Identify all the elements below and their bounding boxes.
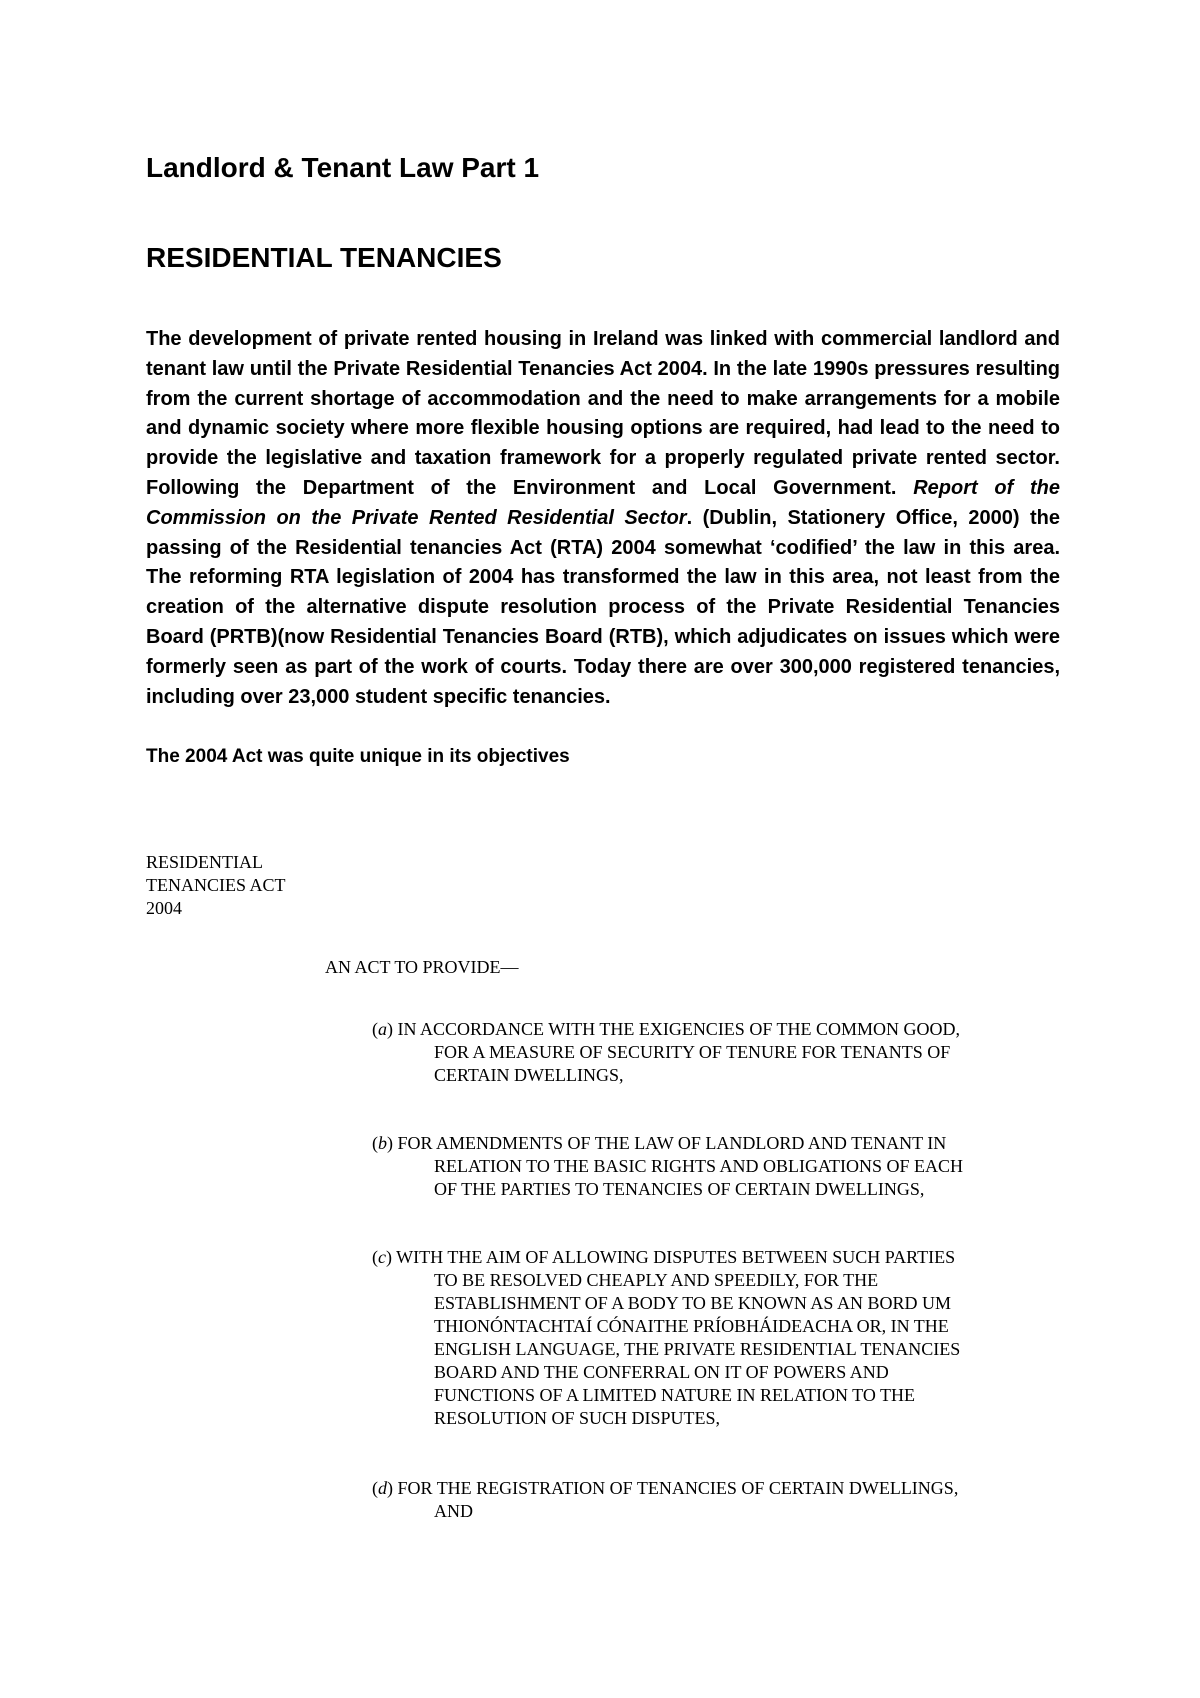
clause-line: THIONÓNTACHTAÍ CÓNAITHE PRÍOBHÁIDEACHA OR, IN THE bbox=[434, 1316, 949, 1336]
clause-line: AND bbox=[434, 1501, 473, 1521]
clause-letter: a bbox=[378, 1019, 387, 1039]
clause-line: FUNCTIONS OF A LIMITED NATURE IN RELATION TO THE bbox=[434, 1385, 915, 1405]
clause-letter: c bbox=[378, 1247, 386, 1267]
document-title: Landlord & Tenant Law Part 1 bbox=[146, 152, 540, 183]
clause-line: RELATION TO THE BASIC RIGHTS AND OBLIGATIONS OF EACH bbox=[434, 1156, 964, 1176]
clause-text: FOR THE REGISTRATION OF TENANCIES OF CERTAIN DWELLINGS, bbox=[397, 1478, 959, 1498]
act-name-line: RESIDENTIAL bbox=[146, 852, 263, 872]
clause-line: BOARD AND THE CONFERRAL ON IT OF POWERS AND bbox=[434, 1362, 889, 1382]
act-clause bbox=[372, 1246, 960, 1430]
intro-text-part1: The development of private rented housing in Ireland was linked with commercial landlord and tenant law until the Private Residential Tenancies Act 2004. In the late 1990s pressures resulting from the current shortage of accommodation and the need to make arrangements for a mobile and dynamic society where more flexible housing options are required, had lead to the need to provide the legislative and taxation framework for a properly regulated private rented sector. Following the Department of the Environment and Local Government. bbox=[146, 328, 1060, 499]
act-name-line: TENANCIES ACT bbox=[146, 875, 286, 895]
act-clause bbox=[372, 1132, 963, 1201]
clause-first-line: (c) WITH THE AIM OF ALLOWING DISPUTES BETWEEN SUCH PARTIES bbox=[372, 1247, 956, 1267]
act-intro: AN ACT TO PROVIDE— bbox=[325, 957, 519, 977]
report-title: Report of the Commission on the Private Rented Residential Sector bbox=[146, 476, 1061, 529]
act-name-line: 2004 bbox=[146, 898, 182, 918]
intro-paragraph bbox=[146, 325, 1060, 712]
clause-line: CERTAIN DWELLINGS, bbox=[434, 1065, 624, 1085]
clause-first-line: (a) IN ACCORDANCE WITH THE EXIGENCIES OF THE COMMON GOOD, bbox=[372, 1019, 960, 1039]
act-clause bbox=[372, 1477, 958, 1523]
clause-first-line: (d) FOR THE REGISTRATION OF TENANCIES OF CERTAIN DWELLINGS, bbox=[372, 1478, 959, 1498]
clause-line: TO BE RESOLVED CHEAPLY AND SPEEDILY, FOR THE bbox=[434, 1270, 879, 1290]
clause-letter: d bbox=[378, 1478, 387, 1498]
clause-line: ESTABLISHMENT OF A BODY TO BE KNOWN AS AN BORD UM bbox=[434, 1293, 951, 1313]
clause-line: FOR A MEASURE OF SECURITY OF TENURE FOR TENANTS OF bbox=[434, 1042, 951, 1062]
clause-line: ENGLISH LANGUAGE, THE PRIVATE RESIDENTIAL TENANCIES bbox=[434, 1339, 961, 1359]
intro-text-part2: . (Dublin, Stationery Office, 2000) the passing of the Residential tenancies Act (RTA) 2004 somewhat ‘codified’ the law in this area. The reforming RTA legislation of 2004 has transformed the law in this area, not least from the creation of the alternative dispute resolution process of the Private Residential Tenancies Board (PRTB)(now Residential Tenancies Board (RTB), which adjudicates on issues which were formerly seen as part of the work of courts. Today there are over 300,000 registered tenancies, including over 23,000 student specific tenancies. bbox=[146, 506, 1060, 708]
clause-first-line: (b) FOR AMENDMENTS OF THE LAW OF LANDLORD AND TENANT IN bbox=[372, 1133, 947, 1153]
section-heading: RESIDENTIAL TENANCIES bbox=[146, 242, 502, 273]
clause-letter: b bbox=[378, 1133, 387, 1153]
act-name bbox=[146, 851, 286, 920]
clause-text: WITH THE AIM OF ALLOWING DISPUTES BETWEEN SUCH PARTIES bbox=[396, 1247, 956, 1267]
objectives-line: The 2004 Act was quite unique in its objectives bbox=[146, 746, 570, 767]
clause-line: OF THE PARTIES TO TENANCIES OF CERTAIN DWELLINGS, bbox=[434, 1179, 925, 1199]
act-clause bbox=[372, 1018, 960, 1087]
clause-text: IN ACCORDANCE WITH THE EXIGENCIES OF THE COMMON GOOD, bbox=[397, 1019, 960, 1039]
clause-line: RESOLUTION OF SUCH DISPUTES, bbox=[434, 1408, 721, 1428]
clause-text: FOR AMENDMENTS OF THE LAW OF LANDLORD AND TENANT IN bbox=[397, 1133, 947, 1153]
